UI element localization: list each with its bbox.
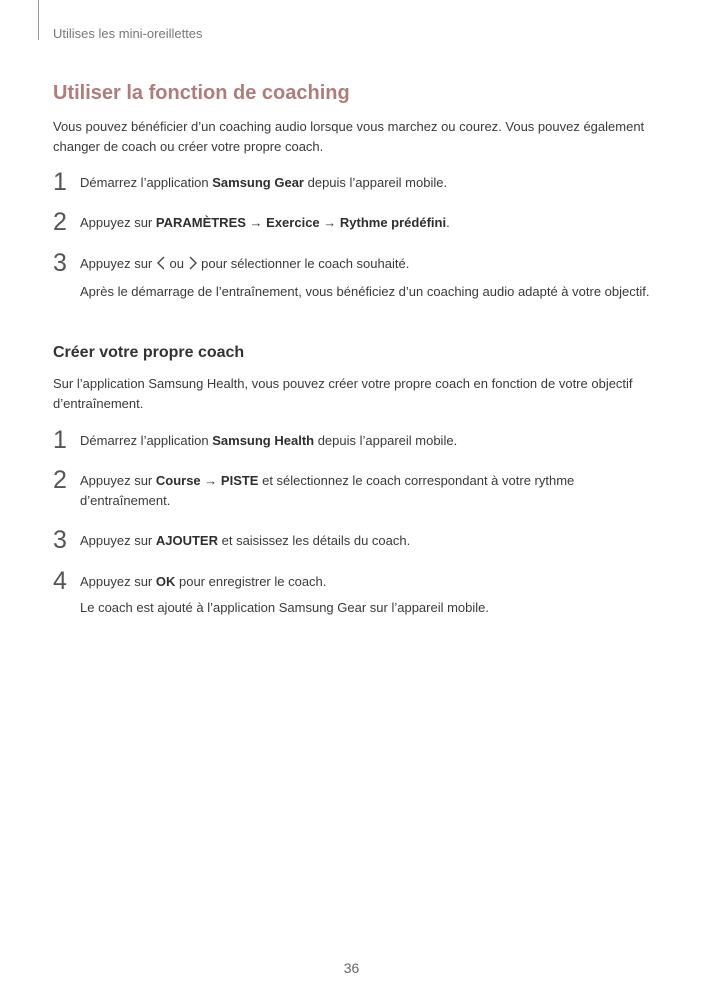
chevron-left-icon [156, 256, 166, 276]
page-number: 36 [343, 960, 360, 976]
step-1 [53, 168, 663, 196]
step-number: 3 [53, 249, 67, 277]
step-3 [53, 249, 663, 302]
running-header: Utilises les mini-oreillettes [53, 26, 203, 41]
step-number: 2 [53, 208, 67, 236]
step-text: Démarrez l’application Samsung Gear depuis l’appareil mobile. [80, 175, 448, 190]
step-2 [53, 466, 663, 511]
subsection-intro: Sur l’application Samsung Health, vous pouvez créer votre propre coach en fonction de votre objectif d’entraînement. [53, 376, 633, 411]
step-text: Appuyez sur Course → PISTE et sélectionnez le coach correspondant à votre rythme d’entraînement. [80, 473, 575, 508]
step-3 [53, 526, 663, 554]
step-text: Démarrez l’application Samsung Health depuis l’appareil mobile. [80, 433, 458, 448]
step-number: 3 [53, 526, 67, 554]
step-note: Le coach est ajouté à l’application Samsung Gear sur l’appareil mobile. [80, 600, 490, 615]
step-2 [53, 208, 663, 236]
subsection-title: Créer votre propre coach [53, 344, 245, 361]
section-intro: Vous pouvez bénéficier d’un coaching audio lorsque vous marchez ou courez. Vous pouvez également changer de coach ou créer votre propre coach. [53, 119, 645, 154]
step-number: 1 [53, 168, 67, 196]
chevron-right-icon [188, 256, 198, 276]
step-text: Appuyez sur AJOUTER et saisissez les détails du coach. [80, 533, 411, 548]
step-note: Après le démarrage de l’entraînement, vous bénéficiez d’un coaching audio adapté à votre objectif. [80, 284, 650, 299]
step-4 [53, 567, 663, 618]
step-number: 1 [53, 426, 67, 454]
step-number: 4 [53, 567, 67, 595]
step-text: Appuyez sur OK pour enregistrer le coach. [80, 574, 327, 589]
step-number: 2 [53, 466, 67, 494]
step-text: Appuyez sur PARAMÈTRES → Exercice → Rythme prédéfini. [80, 215, 450, 230]
step-1 [53, 426, 663, 454]
header-rule [38, 0, 39, 40]
section-title: Utiliser la fonction de coaching [53, 82, 350, 104]
step-text: Appuyez sur ou pour sélectionner le coach souhaité. [80, 254, 663, 276]
